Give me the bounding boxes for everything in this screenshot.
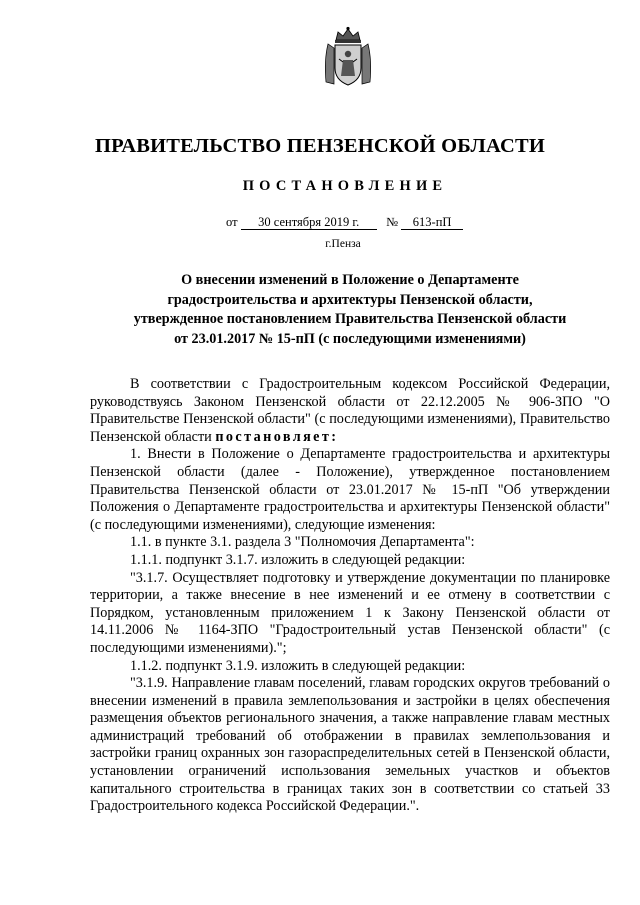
body-paragraph: 1.1. в пункте 3.1. раздела 3 "Полномочия Департамента":: [130, 534, 475, 551]
coat-of-arms-icon: [322, 26, 374, 88]
document-date: 30 сентября 2019 г.: [241, 215, 377, 230]
date-prefix: от: [226, 215, 238, 229]
body-paragraph: 1. Внести в Положение о Департаменте градостроительства и архитектуры Пензенской области (далее - Положение), утвержденное постановлением Правительства Пензенской области от 23.01.2017 № 15-пП "Об утверждении Положения о Департаменте градостроительства и архитектуры Пензенской области" (с последующими изменениями), следующие изменения:: [90, 446, 610, 533]
city: г.Пенза: [325, 238, 361, 250]
body-paragraph: 1.1.1. подпункт 3.1.7. изложить в следующей редакции:: [130, 551, 466, 568]
document-type: ПОСТАНОВЛЕНИЕ: [242, 178, 448, 194]
body-paragraph: "3.1.7. Осуществляет подготовку и утверждение документации по планировке территории, а также внесение в нее изменений и ее отмену в соответствии с Порядком, установленным приложением 1 к Закону Пензенской области от 14.11.2006 № 1164-ЗПО "Градостроительный устав Пензенской области" (с последующими изменениями).";: [90, 569, 610, 656]
document-heading: О внесении изменений в Положение о Департаменте градостроительства и архитектуры Пензенской области, утвержденное постановлением Правительства Пензенской области от 23.01.2017 № 15-пП (с последующими изменениями): [133, 272, 567, 347]
document-body: [90, 376, 610, 816]
body-paragraph: "3.1.9. Направление главам поселений, главам городских округов требований о внесении изменений в правила землепользования и застройки в целях обеспечения размещения объектов регионального значения, а также направление главам местных администраций требований об отображении в правилах землепользования и застройки границ охранных зон газораспределительных сетей в Пензенской области, установлении ограничений использования земельных участков и объектов капитального строительства в границах таких зон в соответствии со статьей 33 Градостроительного кодекса Российской Федерации.".: [90, 675, 610, 815]
body-paragraph: [90, 376, 610, 446]
government-title: ПРАВИТЕЛЬСТВО ПЕНЗЕНСКОЙ ОБЛАСТИ: [95, 135, 545, 157]
date-number-line: [226, 215, 463, 230]
number-sign: №: [386, 215, 398, 229]
resolves-word: постановляет:: [215, 428, 339, 445]
preamble-text: В соответствии с Градостроительным кодексом Российской Федерации, руководствуясь Законом Пензенской области от 22.12.2005 № 906-ЗПО "О Правительстве Пензенской области" (с последующими изменениями), Правительство Пензенской области: [90, 376, 610, 445]
document-number: 613-пП: [401, 215, 463, 230]
body-paragraph: 1.1.2. подпункт 3.1.9. изложить в следующей редакции:: [130, 657, 466, 674]
